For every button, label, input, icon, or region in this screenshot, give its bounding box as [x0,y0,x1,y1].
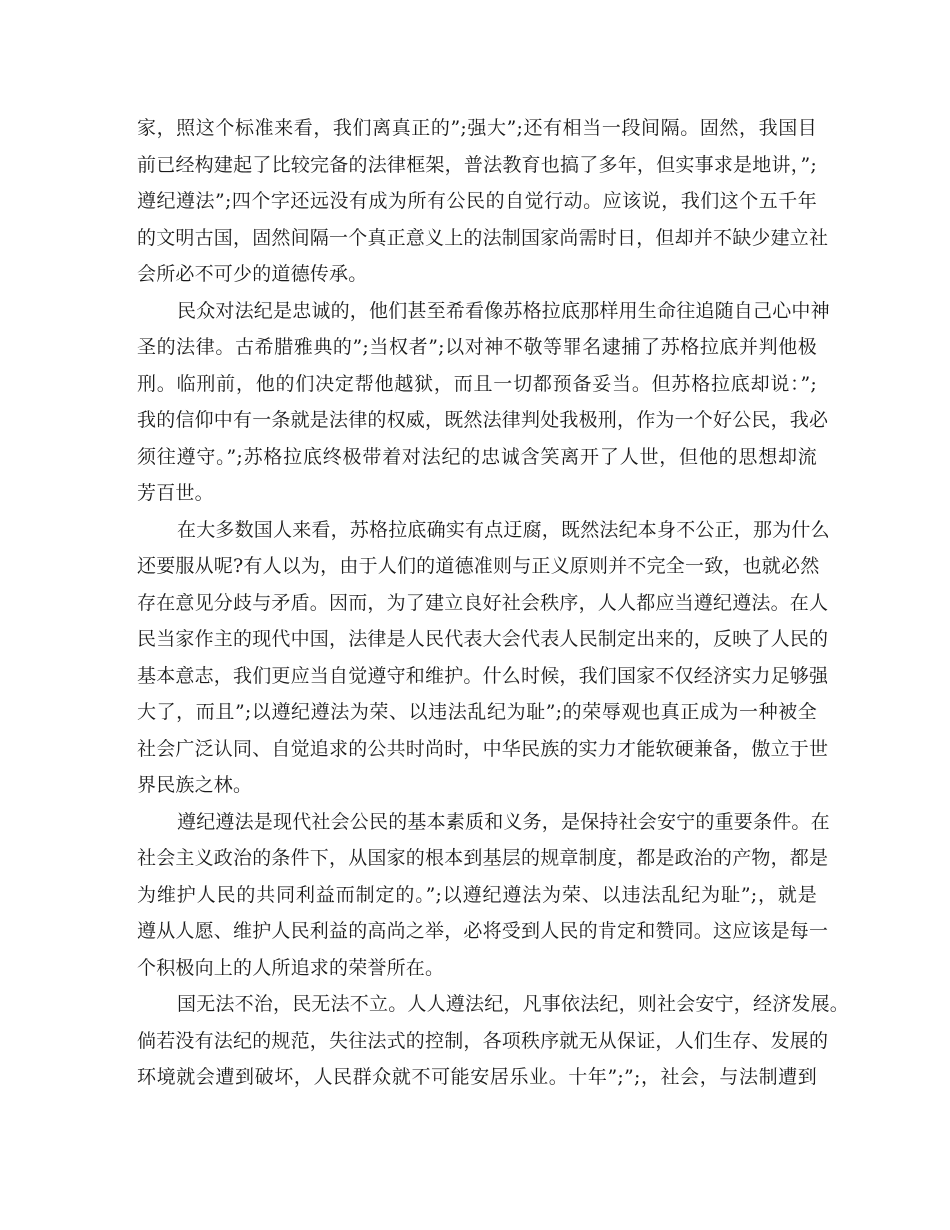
text-line: 圣的法律。古希腊雅典的”;当权者”;以对神不敬等罪名逮捕了苏格拉底并判他极 [137,336,817,358]
paragraph-first-line: 遵纪遵法是现代社会公民的基本素质和义务，是保持社会安宁的重要条件。在 [177,810,830,833]
text-line: 倘若没有法纪的规范，失往法式的控制，各项秩序就无从保证，人们生存、发展的 [137,1029,829,1052]
text-line: 遵纪遵法”;四个字还远没有成为所有公民的自觉行动。应该说，我们这个五千年 [137,190,817,212]
paragraph-first-line: 在大多数国人来看，苏格拉底确实有点迂腐，既然法纪本身不公正，那为什么 [177,518,830,541]
paragraph-first-line: 民众对法纪是忠诚的，他们甚至希看像苏格拉底那样用生命往追随自己心中神 [177,299,830,322]
text-line: 存在意见分歧与矛盾。因而，为了建立良好社会秩序，人人都应当遵纪遵法。在人 [137,591,829,614]
body-text [137,110,850,1096]
text-line: 社会主义政治的条件下，从国家的根本到基层的规章制度，都是政治的产物，都是 [137,847,829,869]
text-line: 家，照这个标准来看，我们离真正的”;强大”;还有相当一段间隔。固然，我国目 [137,117,817,139]
text-line: 基本意志，我们更应当自觉遵守和维护。什么时候，我们国家不仅经济实力足够强 [137,664,829,687]
text-line: 环境就会遭到破坏，人民群众就不可能安居乐业。十年”;”;，社会，与法制遭到 [137,1066,817,1088]
text-line: 大了，而且”;以遵纪遵法为荣、以违法乱纪为耻”;的荣辱观也真正成为一种被全 [137,701,817,723]
text-line: 我的信仰中有一条就是法律的权威，既然法律判处我极刑，作为一个好公民，我必 [137,409,829,431]
text-line: 的文明古国，固然间隔一个真正意义上的法制国家尚需时日，但却并不缺少建立社 [137,226,829,249]
text-line: 遵从人愿、维护人民利益的高尚之举，必将受到人民的肯定和赞同。这应该是每一 [137,920,829,942]
text-line: 界民族之林。 [137,774,253,796]
text-line: 芳百世。 [137,482,214,504]
text-line: 个积极向上的人所追求的荣誉所在。 [137,956,445,979]
text-line: 会所必不可少的道德传承。 [137,263,368,285]
text-line: 还要服从呢?有人以为，由于人们的道德准则与正义原则并不完全一致，也就必然 [137,555,820,577]
text-line: 社会广泛认同、自觉追求的公共时尚时，中华民族的实力才能软硬兼备，傲立于世 [137,737,829,760]
text-line: 刑。临刑前，他的们决定帮他越狱，而且一切都预备妥当。但苏格拉底却说：”; [137,372,817,395]
paragraph-first-line: 国无法不治，民无法不立。人人遵法纪，凡事依法纪，则社会安宁，经济发展。 [177,993,850,1015]
text-line: 为维护人民的共同利益而制定的。”;以遵纪遵法为荣、以违法乱纪为耻”;，就是 [137,883,817,906]
text-line: 须往遵守。”;苏格拉底终极带着对法纪的忠诚含笑离开了人世，但他的思想却流 [137,445,817,468]
text-line: 前已经构建起了比较完备的法律框架，普法教育也搞了多年，但实事求是地讲，”; [137,153,817,176]
text-line: 民当家作主的现代中国，法律是人民代表大会代表人民制定出来的，反映了人民的 [137,628,829,650]
